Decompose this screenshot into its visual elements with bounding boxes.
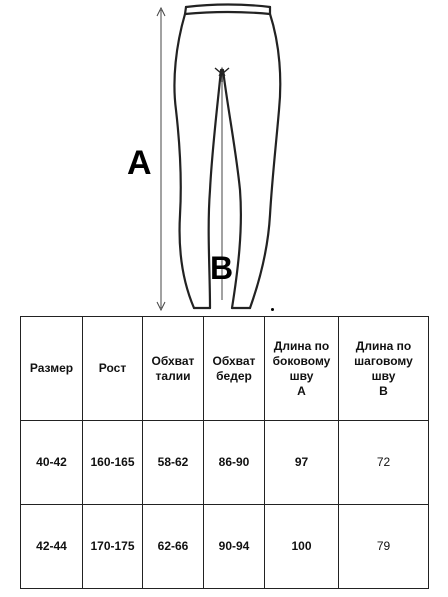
stray-dot xyxy=(271,308,274,311)
measurement-arrow-a xyxy=(157,8,165,310)
cell-side-seam: 97 xyxy=(265,421,339,505)
header-height: Рост xyxy=(83,317,143,421)
measurement-label-b: B xyxy=(210,250,234,286)
header-size: Размер xyxy=(21,317,83,421)
header-inseam: Длина по шаговому шву В xyxy=(339,317,429,421)
cell-height: 160-165 xyxy=(83,421,143,505)
table-row xyxy=(21,421,429,505)
cell-waist: 58-62 xyxy=(143,421,204,505)
cell-size: 40-42 xyxy=(21,421,83,505)
cell-hips: 90-94 xyxy=(204,505,265,589)
header-hips: Обхват бедер xyxy=(204,317,265,421)
table-row xyxy=(21,505,429,589)
cell-size: 42-44 xyxy=(21,505,83,589)
cell-side-seam: 100 xyxy=(265,505,339,589)
header-waist: Обхват талии xyxy=(143,317,204,421)
cell-inseam: 72 xyxy=(339,421,429,505)
cell-waist: 62-66 xyxy=(143,505,204,589)
table-header-row xyxy=(21,317,429,421)
size-chart-table xyxy=(20,316,429,589)
header-side-seam: Длина по боковому шву А xyxy=(265,317,339,421)
cell-height: 170-175 xyxy=(83,505,143,589)
measurement-label-a: A xyxy=(127,144,152,182)
cell-hips: 86-90 xyxy=(204,421,265,505)
cell-inseam: 79 xyxy=(339,505,429,589)
